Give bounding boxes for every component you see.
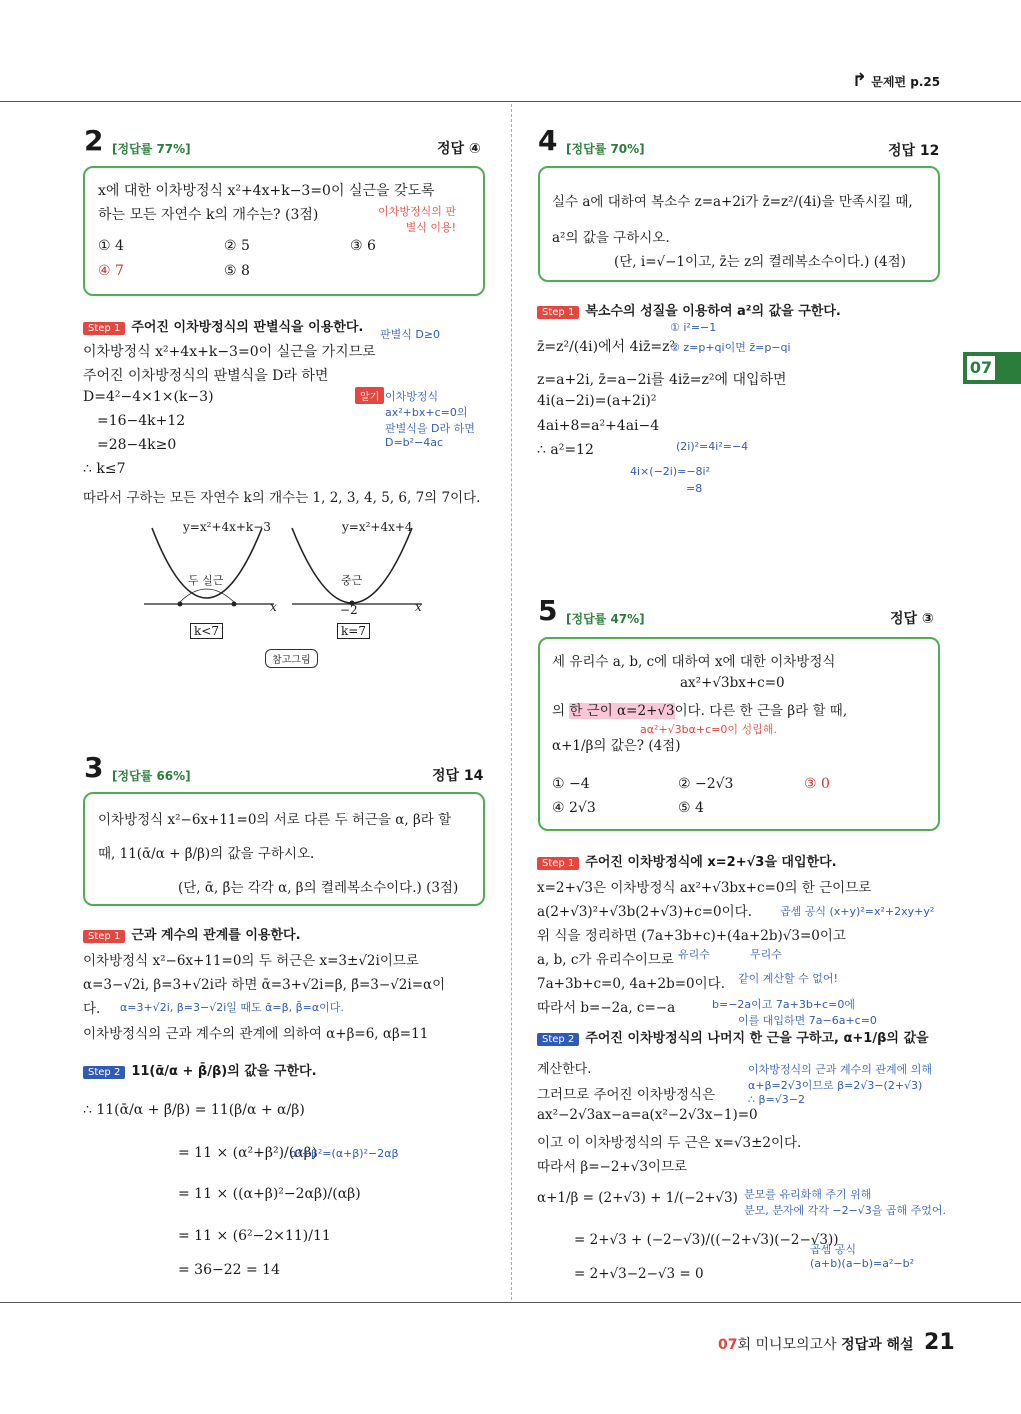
problem-5-l6-note2: 이를 대입하면 7a−6a+c=0: [738, 1014, 877, 1027]
problem-5-l6: 따라서 b=−2a, c=−a: [537, 1000, 676, 1016]
problem-5-l4: a, b, c가 유리수이므로: [537, 952, 674, 968]
problem-5-step2b: 계산한다.: [537, 1062, 592, 1077]
problem-5-l7: 그러므로 주어진 이차방정식은: [537, 1087, 716, 1103]
problem-4-l3: 4i(a−2i)=(a+2i)²: [537, 393, 657, 409]
problem-4-step1: [537, 300, 841, 319]
problem-2-choice-4: ④ 7: [98, 263, 124, 279]
problem-3-step2-title: 11(ᾱ/α + β̄/β)의 값을 구한다.: [131, 1064, 317, 1079]
problem-4-step1-title: 복소수의 성질을 이용하여 a²의 값을 구한다.: [585, 304, 841, 319]
problem-5-q1: 세 유리수 a, b, c에 대하여 x에 대한 이차방정식: [552, 654, 836, 670]
problem-3-e1: ∴ 11(ᾱ/α + β̄/β) = 11(β/α + α/β): [83, 1102, 305, 1118]
problem-3-l4: 이차방정식의 근과 계수의 관계에 의하여 α+β=6, αβ=11: [83, 1026, 429, 1042]
chapter-tab-label: 07: [965, 354, 997, 382]
problem-5-choice-2: ② −2√3: [678, 776, 734, 792]
problem-5-l4-n2: 무리수: [750, 948, 782, 961]
problem-3-step2-tag: Step 2: [83, 1066, 125, 1079]
problem-3-rate: [정답률 66%]: [112, 769, 191, 783]
problem-5-q3a: 의: [552, 703, 570, 719]
problem-3-e4: = 11 × (6²−2×11)/11: [178, 1228, 331, 1244]
header-ref-text: 문제편 p.25: [871, 75, 941, 89]
problem-5-choice-1: ① −4: [552, 776, 590, 792]
problem-2-ref-badge: 참고그림: [265, 649, 318, 668]
problem-5-step1: [537, 851, 837, 870]
graph1-root-b: [232, 602, 237, 607]
problem-4-l2: z=a+2i, z̄=a−2i를 4iz̄=z²에 대입하면: [537, 372, 787, 388]
problem-2-q1: x에 대한 이차방정식 x²+4x+k−3=0이 실근을 갖도록: [98, 183, 435, 199]
footer-round-suffix: 회 미니모의고사: [737, 1337, 837, 1353]
problem-5-number: 5: [538, 594, 558, 627]
problem-2-tip-tag: 알기: [355, 387, 384, 404]
problem-5-step2-tag: Step 2: [537, 1033, 579, 1046]
problem-5-l3: 위 식을 정리하면 (7a+3b+c)+(4a+2b)√3=0이고: [537, 928, 846, 944]
problem-5-step2: [537, 1027, 929, 1046]
graph2-label: y=x²+4x+4: [342, 520, 413, 534]
problem-5-q-note: aα²+√3bα+c=0이 성립해.: [640, 723, 777, 736]
graph2-axis-label: x: [415, 600, 422, 614]
arrow-icon: ↱: [852, 70, 868, 91]
problem-3-l1: 이차방정식 x²−6x+11=0의 두 허근은 x=3±√2i이므로: [83, 953, 419, 969]
graph2-root-label: 중근: [341, 574, 363, 587]
footer: [718, 1330, 955, 1355]
column-divider: [511, 104, 512, 1300]
problem-3-q2: 때, 11(ᾱ/α + β̄/β)의 값을 구하시오.: [98, 846, 315, 862]
problem-2-choice-3: ③ 6: [350, 238, 376, 254]
problem-3-l2: α=3−√2i, β=3+√2i라 하면 ᾱ=3+√2i=β, β̄=3−√2i=α이: [83, 977, 446, 993]
chapter-tab: [963, 352, 1021, 384]
problem-5-q3: [552, 699, 847, 719]
problem-3-answer: 정답 14: [432, 768, 484, 784]
problem-3-step2: [83, 1060, 317, 1079]
problem-5-l2: a(2+√3)²+√3b(2+√3)+c=0이다.: [537, 904, 753, 920]
problem-2-l1-note: 판별식 D≥0: [380, 328, 441, 341]
footer-round: 07: [718, 1337, 738, 1353]
problem-2-l2: 주어진 이차방정식의 판별식을 D라 하면: [83, 368, 329, 384]
problem-4-step1-tag: Step 1: [537, 306, 579, 319]
problem-5-step2-title: 주어진 이차방정식의 나머지 한 근을 구하고, α+1/β의 값을: [585, 1031, 929, 1046]
problem-5-n1: 이차방정식의 근과 계수의 관계에 의해: [748, 1063, 933, 1076]
problem-4-number: 4: [538, 124, 558, 157]
problem-5-e2-n1: 곱셈 공식: [810, 1243, 857, 1256]
problem-5-l6-note1: b=−2a이고 7a+3b+c=0에: [712, 998, 855, 1011]
problem-4-n4: 4i×(−2i)=−8i²: [630, 465, 711, 478]
problem-4-n3: (2i)²=4i²=−4: [676, 440, 749, 453]
problem-4-q3: (단, i=√−1이고, z̄는 z의 켤레복소수이다.) (4점): [614, 254, 906, 270]
problem-5-l1: x=2+√3은 이차방정식 ax²+√3bx+c=0의 한 근이므로: [537, 880, 872, 896]
problem-2-l3: D=4²−4×1×(k−3): [83, 389, 214, 405]
graph2-cond: k=7: [337, 623, 370, 639]
problem-5-rate: [정답률 47%]: [566, 612, 645, 626]
problem-3-q1: 이차방정식 x²−6x+11=0의 서로 다른 두 허근을 α, β라 할: [98, 812, 452, 828]
problem-5-choice-4: ④ 2√3: [552, 800, 596, 816]
problem-2-step1-title: 주어진 이차방정식의 판별식을 이용한다.: [131, 320, 364, 335]
problem-4-n5: =8: [686, 482, 703, 495]
problem-3-step1: [83, 924, 301, 943]
bottom-rule: [0, 1302, 1021, 1303]
problem-2-answer: 정답 ④: [437, 141, 481, 157]
problem-5-e1-n1: 분모를 유리화해 주기 위해: [744, 1188, 872, 1201]
problem-2-l4: =16−4k+12: [97, 413, 186, 429]
problem-2-tip3: 판별식을 D라 하면: [385, 422, 475, 435]
problem-4-answer: 정답 12: [888, 143, 940, 159]
problem-2-l1: 이차방정식 x²+4x+k−3=0이 실근을 가지므로: [83, 344, 376, 360]
problem-3-number: 3: [84, 751, 104, 784]
problem-5-l9: 이고 이 이차방정식의 두 근은 x=√3±2이다.: [537, 1135, 802, 1151]
problem-5-q3b: 한 근이 α=2+√3: [569, 703, 675, 719]
problem-3-e2-note: α²+β²=(α+β)²−2αβ: [290, 1147, 399, 1160]
problem-5-l8: ax²−2√3ax−a=a(x²−2√3x−1)=0: [537, 1107, 758, 1123]
problem-2-choice-2: ② 5: [224, 238, 250, 254]
problem-4-l1: z̄=z²/(4i)에서 4iz̄=z²: [537, 339, 676, 355]
problem-3-l3-note: α=3+√2i, β=3−√2i일 때도 ᾱ=β, β̄=α이다.: [120, 1001, 344, 1014]
graph2-parabola: [292, 528, 412, 603]
problem-3-e2: = 11 × (α²+β²)/(αβ): [178, 1145, 318, 1161]
problem-2-rate: [정답률 77%]: [112, 142, 191, 156]
problem-2-graph: [140, 518, 440, 648]
problem-5-l2-note: 곱셈 공식 (x+y)²=x²+2xy+y²: [780, 905, 935, 918]
graph2-x-value: −2: [340, 603, 358, 617]
footer-section: 정답과 해설: [841, 1337, 914, 1353]
problem-5-q3c: 이다. 다른 한 근을 β라 할 때,: [674, 703, 848, 719]
problem-5-n3: ∴ β=√3−2: [748, 1093, 805, 1106]
problem-5-choice-5: ⑤ 4: [678, 800, 704, 816]
problem-5-e2-n2: (a+b)(a−b)=a²−b²: [810, 1257, 915, 1270]
problem-3-e3: = 11 × ((α+β)²−2αβ)/(αβ): [178, 1186, 361, 1202]
graph1-root-label: 두 실근: [188, 574, 224, 587]
graph1-cond: k<7: [190, 623, 223, 639]
problem-2-l5: =28−4k≥0: [97, 437, 177, 453]
page-number: 21: [924, 1330, 955, 1355]
top-rule: [0, 101, 1021, 102]
graph1-label: y=x²+4x+k−3: [183, 520, 271, 534]
problem-2-step1-tag: Step 1: [83, 322, 125, 335]
problem-3-l3: 다.: [83, 1001, 101, 1017]
problem-2-q2: 하는 모든 자연수 k의 개수는? (3점): [98, 207, 319, 223]
problem-2-tip4: D=b²−4ac: [385, 436, 444, 449]
problem-2-tip2: ax²+bx+c=0의: [385, 406, 468, 419]
problem-5-n2: α+β=2√3이므로 β=2√3−(2+√3): [748, 1079, 923, 1092]
graph1-root-a: [178, 602, 183, 607]
problem-2-tip1: 이차방정식: [385, 390, 439, 403]
problem-4-q2: a²의 값을 구하시오.: [552, 230, 670, 246]
problem-3-step1-tag: Step 1: [83, 930, 125, 943]
problem-5-e1-n2: 분모, 분자에 각각 −2−√3을 곱해 주었어.: [744, 1204, 947, 1217]
problem-2-step1: [83, 316, 363, 335]
problem-5-answer: 정답 ③: [890, 611, 934, 627]
problem-5-l4-n1: 유리수: [678, 948, 710, 961]
graph1-axis-label: x: [270, 600, 277, 614]
problem-3-e5: = 36−22 = 14: [178, 1262, 280, 1278]
problem-4-q1: 실수 a에 대하여 복소수 z=a+2i가 z̄=z²/(4i)을 만족시킬 때,: [552, 194, 913, 210]
problem-5-e3: = 2+√3−2−√3 = 0: [574, 1266, 704, 1282]
problem-4-n2: ② z=p+qi이면 z̄=p−qi: [670, 341, 791, 354]
problem-2-choice-1: ① 4: [98, 238, 124, 254]
problem-5-e1: α+1/β = (2+√3) + 1/(−2+√3): [537, 1190, 738, 1206]
problem-5-step1-title: 주어진 이차방정식에 x=2+√3을 대입한다.: [585, 855, 837, 870]
problem-5-q2: ax²+√3bx+c=0: [680, 675, 785, 691]
problem-5-e2: = 2+√3 + (−2−√3)/((−2+√3)(−2−√3)): [574, 1232, 839, 1248]
problem-3-q3: (단, ᾱ, β̄는 각각 α, β의 켤레복소수이다.) (3점): [178, 880, 459, 896]
problem-4-rate: [정답률 70%]: [566, 142, 645, 156]
problem-4-l4: 4ai+8=a²+4ai−4: [537, 418, 660, 434]
problem-5-l5: 7a+3b+c=0, 4a+2b=0이다.: [537, 976, 725, 992]
problem-2-l7: 따라서 구하는 모든 자연수 k의 개수는 1, 2, 3, 4, 5, 6, 7의 7이다.: [83, 490, 481, 506]
problem-3-step1-title: 근과 계수의 관계를 이용한다.: [131, 928, 301, 943]
problem-5-l10: 따라서 β=−2+√3이므로: [537, 1159, 688, 1175]
problem-2-l6: ∴ k≤7: [83, 461, 126, 477]
problem-2-choice-5: ⑤ 8: [224, 263, 250, 279]
problem-4-l5: ∴ a²=12: [537, 442, 594, 458]
problem-2-number: 2: [84, 124, 104, 157]
header-ref: [852, 70, 940, 91]
problem-5-l5-note: 같이 계산할 수 없어!: [738, 972, 838, 985]
problem-2-q-note: 이차방정식의 판별식 이용!: [378, 205, 456, 234]
problem-5-step1-tag: Step 1: [537, 857, 579, 870]
problem-5-q4: α+1/β의 값은? (4점): [552, 738, 681, 754]
problem-4-n1: ① i²=−1: [670, 321, 717, 334]
problem-5-choice-3: ③ 0: [804, 776, 830, 792]
